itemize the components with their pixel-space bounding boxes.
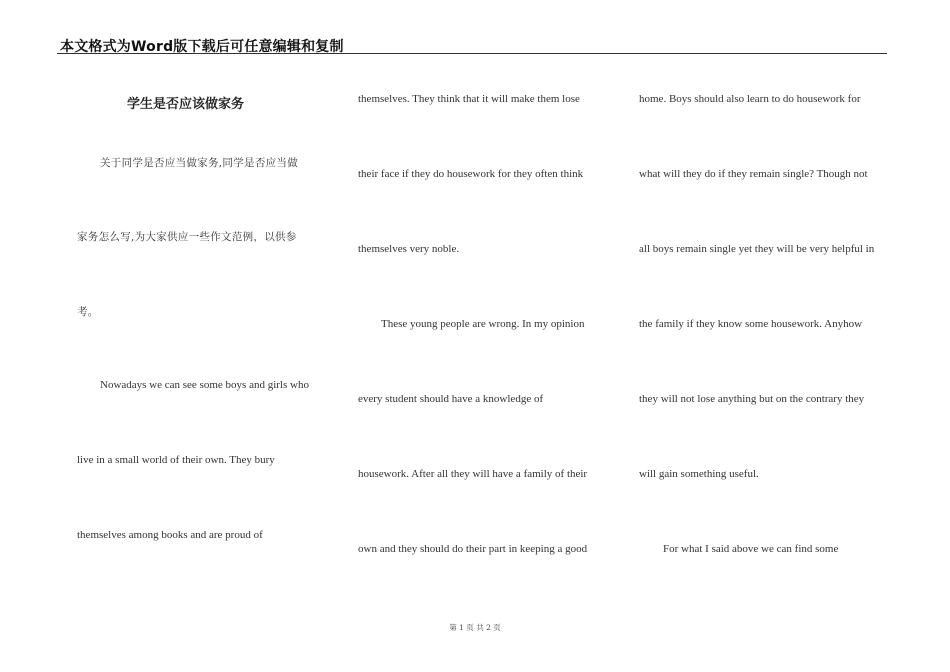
paragraph-line: 家务怎么写,为大家供应一些作文范例，以供参 [77,231,297,243]
paragraph-line: These young people are wrong. In my opinion [381,318,585,330]
paragraph-line: For what I said above we can find some [663,543,839,555]
paragraph-line: housework. After all they will have a family of their [358,468,588,480]
document-header-title: 本文格式为Word版下载后可任意编辑和复制 [60,39,344,55]
paragraph-line: themselves. They think that it will make them lose [358,93,580,105]
paragraph-line: own and they should do their part in keeping a good [358,543,588,555]
paragraph-line: every student should have a knowledge of [358,393,544,405]
paragraph-line: they will not lose anything but on the contrary they [639,393,865,405]
paragraph-line: will gain something useful. [639,468,759,480]
paragraph-line: Nowadays we can see some boys and girls who [100,379,309,391]
paragraph-line: themselves among books and are proud of [77,529,263,541]
paragraph-line: 关于同学是否应当做家务,同学是否应当做 [100,157,299,169]
paragraph-line: their face if they do housework for they often think [358,168,584,180]
paragraph-line: 考。 [77,306,99,318]
paragraph-line: all boys remain single yet they will be very helpful in [639,243,875,255]
paragraph-line: home. Boys should also learn to do housework for [639,93,861,105]
page-number: 第 1 页 共 2 页 [449,623,501,632]
paragraph-line: the family if they know some housework. Anyhow [639,318,863,330]
paragraph-line: themselves very noble. [358,243,460,255]
header-divider [57,53,887,54]
document-title: 学生是否应该做家务 [127,97,245,112]
paragraph-line: live in a small world of their own. They bury [77,454,275,466]
paragraph-line: what will they do if they remain single? Though not [639,168,868,180]
